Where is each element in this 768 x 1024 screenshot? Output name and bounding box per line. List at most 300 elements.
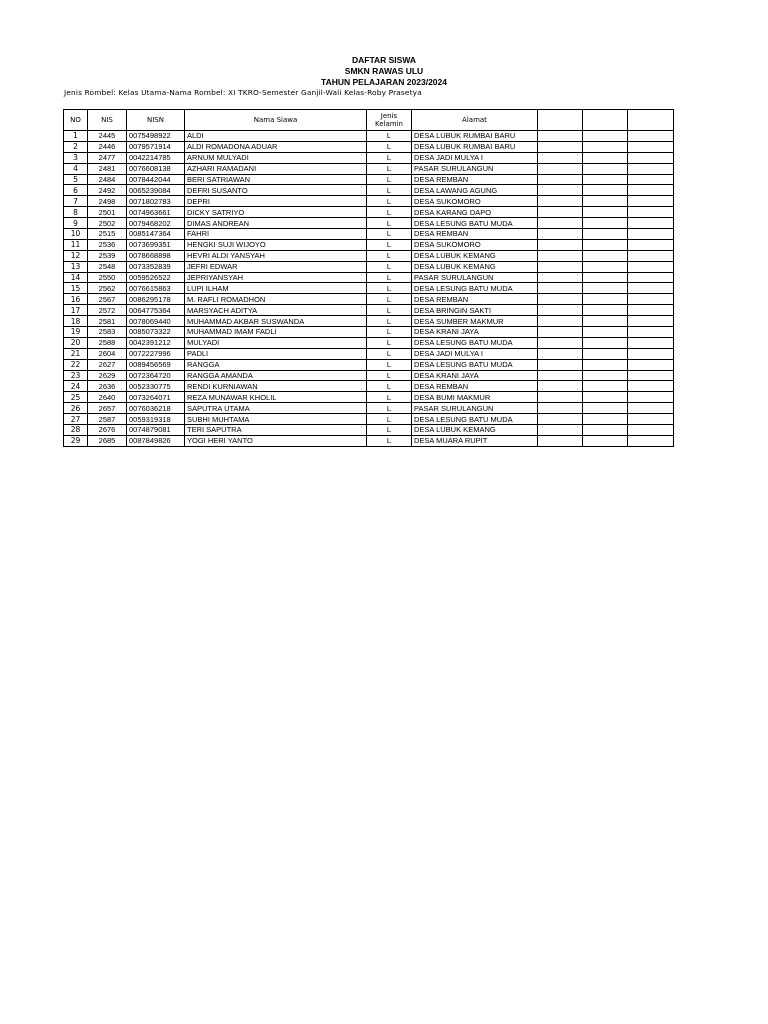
cell-empty bbox=[628, 174, 674, 185]
cell-nis: 2587 bbox=[88, 414, 127, 425]
cell-alamat: PASAR SURULANGUN bbox=[412, 163, 538, 174]
cell-nisn: 0079571914 bbox=[127, 141, 185, 152]
cell-empty bbox=[583, 239, 628, 250]
cell-nis: 2562 bbox=[88, 283, 127, 294]
cell-empty bbox=[583, 163, 628, 174]
cell-no: 15 bbox=[64, 283, 88, 294]
cell-empty bbox=[583, 131, 628, 142]
cell-empty bbox=[628, 163, 674, 174]
cell-no: 10 bbox=[64, 229, 88, 240]
table-header-row bbox=[64, 110, 674, 131]
cell-nis: 2492 bbox=[88, 185, 127, 196]
cell-alamat: DESA REMBAN bbox=[412, 381, 538, 392]
academic-year: TAHUN PELAJARAN 2023/2024 bbox=[321, 77, 447, 87]
cell-empty bbox=[538, 294, 583, 305]
cell-empty bbox=[538, 381, 583, 392]
table-row bbox=[64, 425, 674, 436]
cell-nisn: 0078668898 bbox=[127, 250, 185, 261]
cell-jenis-kelamin: L bbox=[367, 305, 412, 316]
cell-empty bbox=[583, 359, 628, 370]
table-row bbox=[64, 359, 674, 370]
cell-nama: SAPUTRA UTAMA bbox=[185, 403, 367, 414]
cell-alamat: DESA SUMBER MAKMUR bbox=[412, 316, 538, 327]
table-row bbox=[64, 229, 674, 240]
cell-jenis-kelamin: L bbox=[367, 141, 412, 152]
cell-empty bbox=[628, 131, 674, 142]
cell-no: 22 bbox=[64, 359, 88, 370]
cell-empty bbox=[628, 403, 674, 414]
cell-empty bbox=[538, 435, 583, 446]
cell-empty bbox=[583, 381, 628, 392]
cell-no: 5 bbox=[64, 174, 88, 185]
column-header-alamat: Alamat bbox=[412, 110, 538, 131]
school-name: SMKN RAWAS ULU bbox=[344, 66, 424, 76]
cell-jenis-kelamin: L bbox=[367, 337, 412, 348]
cell-nis: 2498 bbox=[88, 196, 127, 207]
table-row bbox=[64, 239, 674, 250]
cell-no: 7 bbox=[64, 196, 88, 207]
cell-nisn: 0059526522 bbox=[127, 272, 185, 283]
column-header-jk-line1: Jenis bbox=[380, 112, 398, 120]
table-row bbox=[64, 131, 674, 142]
cell-empty bbox=[628, 392, 674, 403]
column-header-jk-line2: Kelamin bbox=[375, 120, 403, 128]
cell-jenis-kelamin: L bbox=[367, 250, 412, 261]
cell-nisn: 0064775364 bbox=[127, 305, 185, 316]
cell-alamat: DESA LUBUK RUMBAI BARU bbox=[412, 131, 538, 142]
cell-nama: ALDI ROMADONA ADUAR bbox=[185, 141, 367, 152]
cell-nisn: 0073352839 bbox=[127, 261, 185, 272]
table-row bbox=[64, 316, 674, 327]
cell-empty bbox=[628, 327, 674, 338]
cell-nama: M. RAFLI ROMADHON bbox=[185, 294, 367, 305]
cell-jenis-kelamin: L bbox=[367, 218, 412, 229]
table-row bbox=[64, 218, 674, 229]
cell-nisn: 0078442044 bbox=[127, 174, 185, 185]
table-row bbox=[64, 305, 674, 316]
cell-nama: MARSYACH ADITYA bbox=[185, 305, 367, 316]
cell-empty bbox=[538, 425, 583, 436]
cell-nis: 2685 bbox=[88, 435, 127, 446]
cell-nisn: 0065239084 bbox=[127, 185, 185, 196]
cell-empty bbox=[583, 218, 628, 229]
column-header-nama: Nama Siawa bbox=[185, 110, 367, 131]
cell-alamat: DESA KRANI JAYA bbox=[412, 327, 538, 338]
cell-jenis-kelamin: L bbox=[367, 435, 412, 446]
cell-jenis-kelamin: L bbox=[367, 152, 412, 163]
cell-no: 16 bbox=[64, 294, 88, 305]
cell-no: 6 bbox=[64, 185, 88, 196]
cell-no: 24 bbox=[64, 381, 88, 392]
cell-empty bbox=[583, 392, 628, 403]
cell-jenis-kelamin: L bbox=[367, 425, 412, 436]
cell-nis: 2484 bbox=[88, 174, 127, 185]
cell-nama: YOGI HERI YANTO bbox=[185, 435, 367, 446]
cell-empty bbox=[583, 207, 628, 218]
cell-empty bbox=[628, 152, 674, 163]
cell-nis: 2640 bbox=[88, 392, 127, 403]
cell-nisn: 0059319318 bbox=[127, 414, 185, 425]
cell-empty bbox=[538, 305, 583, 316]
table-row bbox=[64, 283, 674, 294]
cell-nis: 2539 bbox=[88, 250, 127, 261]
cell-nama: MULYADI bbox=[185, 337, 367, 348]
student-table bbox=[63, 109, 674, 447]
cell-empty bbox=[583, 435, 628, 446]
table-row bbox=[64, 348, 674, 359]
column-header-extra bbox=[583, 110, 628, 131]
cell-nisn: 0079468202 bbox=[127, 218, 185, 229]
cell-empty bbox=[628, 196, 674, 207]
table-row bbox=[64, 250, 674, 261]
document-title: DAFTAR SISWA bbox=[351, 55, 417, 65]
cell-jenis-kelamin: L bbox=[367, 327, 412, 338]
cell-nis: 2588 bbox=[88, 337, 127, 348]
cell-empty bbox=[538, 283, 583, 294]
cell-nama: TERI SAPUTRA bbox=[185, 425, 367, 436]
cell-empty bbox=[583, 174, 628, 185]
cell-jenis-kelamin: L bbox=[367, 272, 412, 283]
cell-nis: 2583 bbox=[88, 327, 127, 338]
table-row bbox=[64, 141, 674, 152]
cell-alamat: DESA LESUNG BATU MUDA bbox=[412, 337, 538, 348]
cell-nama: LUPI ILHAM bbox=[185, 283, 367, 294]
cell-empty bbox=[538, 131, 583, 142]
table-row bbox=[64, 185, 674, 196]
cell-no: 23 bbox=[64, 370, 88, 381]
cell-nisn: 0042214785 bbox=[127, 152, 185, 163]
cell-nama: JEFRI EDWAR bbox=[185, 261, 367, 272]
cell-empty bbox=[628, 250, 674, 261]
cell-nis: 2581 bbox=[88, 316, 127, 327]
cell-empty bbox=[583, 152, 628, 163]
cell-empty bbox=[538, 218, 583, 229]
cell-empty bbox=[538, 141, 583, 152]
cell-no: 8 bbox=[64, 207, 88, 218]
cell-nisn: 0071802783 bbox=[127, 196, 185, 207]
cell-empty bbox=[628, 141, 674, 152]
cell-empty bbox=[628, 261, 674, 272]
cell-nisn: 0076615863 bbox=[127, 283, 185, 294]
cell-jenis-kelamin: L bbox=[367, 359, 412, 370]
cell-empty bbox=[538, 370, 583, 381]
cell-nis: 2636 bbox=[88, 381, 127, 392]
cell-nama: AZHARI RAMADANI bbox=[185, 163, 367, 174]
cell-empty bbox=[583, 425, 628, 436]
cell-nisn: 0076608138 bbox=[127, 163, 185, 174]
cell-nisn: 0085147364 bbox=[127, 229, 185, 240]
cell-jenis-kelamin: L bbox=[367, 239, 412, 250]
cell-empty bbox=[583, 229, 628, 240]
cell-no: 3 bbox=[64, 152, 88, 163]
cell-empty bbox=[583, 185, 628, 196]
cell-jenis-kelamin: L bbox=[367, 229, 412, 240]
cell-empty bbox=[583, 414, 628, 425]
cell-empty bbox=[583, 327, 628, 338]
cell-empty bbox=[538, 174, 583, 185]
cell-nama: SUBHI MUHTAMA bbox=[185, 414, 367, 425]
table-row bbox=[64, 370, 674, 381]
table-row bbox=[64, 207, 674, 218]
cell-empty bbox=[583, 250, 628, 261]
cell-no: 26 bbox=[64, 403, 88, 414]
cell-alamat: DESA BUMI MAKMUR bbox=[412, 392, 538, 403]
cell-nama: ARNUM MULYADI bbox=[185, 152, 367, 163]
cell-empty bbox=[628, 207, 674, 218]
cell-alamat: DESA SUKOMORO bbox=[412, 196, 538, 207]
table-row bbox=[64, 174, 674, 185]
table-row bbox=[64, 381, 674, 392]
cell-jenis-kelamin: L bbox=[367, 316, 412, 327]
cell-alamat: DESA LAWANG AGUNG bbox=[412, 185, 538, 196]
cell-nama: DIMAS ANDREAN bbox=[185, 218, 367, 229]
cell-nis: 2572 bbox=[88, 305, 127, 316]
cell-nisn: 0086295178 bbox=[127, 294, 185, 305]
cell-jenis-kelamin: L bbox=[367, 414, 412, 425]
cell-alamat: DESA REMBAN bbox=[412, 294, 538, 305]
cell-empty bbox=[628, 218, 674, 229]
document-header bbox=[0, 55, 768, 88]
cell-nisn: 0073264071 bbox=[127, 392, 185, 403]
cell-nama: DEFRI SUSANTO bbox=[185, 185, 367, 196]
cell-alamat: DESA REMBAN bbox=[412, 229, 538, 240]
cell-alamat: DESA LESUNG BATU MUDA bbox=[412, 359, 538, 370]
cell-alamat: DESA LUBUK KEMANG bbox=[412, 425, 538, 436]
cell-alamat: DESA JADI MULYA I bbox=[412, 348, 538, 359]
cell-jenis-kelamin: L bbox=[367, 207, 412, 218]
column-header-no: NO bbox=[64, 110, 88, 131]
cell-empty bbox=[538, 316, 583, 327]
cell-jenis-kelamin: L bbox=[367, 196, 412, 207]
cell-no: 17 bbox=[64, 305, 88, 316]
cell-jenis-kelamin: L bbox=[367, 174, 412, 185]
cell-nisn: 0072364720 bbox=[127, 370, 185, 381]
cell-empty bbox=[583, 294, 628, 305]
cell-nisn: 0072227996 bbox=[127, 348, 185, 359]
table-row bbox=[64, 327, 674, 338]
cell-nama: RANGGA bbox=[185, 359, 367, 370]
cell-alamat: DESA LESUNG BATU MUDA bbox=[412, 283, 538, 294]
table-row bbox=[64, 435, 674, 446]
cell-no: 4 bbox=[64, 163, 88, 174]
cell-empty bbox=[583, 196, 628, 207]
cell-nisn: 0073699351 bbox=[127, 239, 185, 250]
table-row bbox=[64, 337, 674, 348]
cell-nama: MUHAMMAD IMAM FADLI bbox=[185, 327, 367, 338]
table-row bbox=[64, 261, 674, 272]
table-row bbox=[64, 392, 674, 403]
cell-empty bbox=[538, 348, 583, 359]
cell-alamat: DESA REMBAN bbox=[412, 174, 538, 185]
cell-nama: FAHRI bbox=[185, 229, 367, 240]
cell-empty bbox=[583, 403, 628, 414]
cell-nisn: 0074963661 bbox=[127, 207, 185, 218]
table-row bbox=[64, 163, 674, 174]
cell-nis: 2604 bbox=[88, 348, 127, 359]
cell-empty bbox=[628, 229, 674, 240]
cell-jenis-kelamin: L bbox=[367, 294, 412, 305]
cell-empty bbox=[583, 141, 628, 152]
cell-jenis-kelamin: L bbox=[367, 392, 412, 403]
cell-empty bbox=[538, 229, 583, 240]
cell-nisn: 0087849826 bbox=[127, 435, 185, 446]
cell-nis: 2481 bbox=[88, 163, 127, 174]
cell-nama: PADLI bbox=[185, 348, 367, 359]
cell-empty bbox=[628, 239, 674, 250]
cell-no: 18 bbox=[64, 316, 88, 327]
cell-empty bbox=[628, 305, 674, 316]
cell-alamat: DESA BRINGIN SAKTI bbox=[412, 305, 538, 316]
cell-nama: BERI SATRIAWAN bbox=[185, 174, 367, 185]
cell-empty bbox=[538, 261, 583, 272]
cell-empty bbox=[538, 207, 583, 218]
cell-nisn: 0052330775 bbox=[127, 381, 185, 392]
cell-empty bbox=[583, 316, 628, 327]
cell-empty bbox=[628, 185, 674, 196]
cell-nis: 2629 bbox=[88, 370, 127, 381]
cell-nama: DEPRI bbox=[185, 196, 367, 207]
table-row bbox=[64, 196, 674, 207]
table-row bbox=[64, 403, 674, 414]
table-row bbox=[64, 272, 674, 283]
cell-no: 14 bbox=[64, 272, 88, 283]
cell-nisn: 0078069440 bbox=[127, 316, 185, 327]
cell-empty bbox=[628, 370, 674, 381]
cell-no: 28 bbox=[64, 425, 88, 436]
cell-no: 2 bbox=[64, 141, 88, 152]
cell-empty bbox=[628, 283, 674, 294]
cell-alamat: DESA LUBUK KEMANG bbox=[412, 250, 538, 261]
column-header-extra bbox=[628, 110, 674, 131]
cell-alamat: DESA LUBUK KEMANG bbox=[412, 261, 538, 272]
cell-empty bbox=[628, 272, 674, 283]
cell-nis: 2657 bbox=[88, 403, 127, 414]
cell-empty bbox=[628, 381, 674, 392]
cell-empty bbox=[583, 348, 628, 359]
cell-nama: DICKY SATRIYO bbox=[185, 207, 367, 218]
cell-empty bbox=[583, 283, 628, 294]
cell-no: 11 bbox=[64, 239, 88, 250]
cell-nisn: 0042391212 bbox=[127, 337, 185, 348]
cell-nisn: 0074879081 bbox=[127, 425, 185, 436]
cell-no: 29 bbox=[64, 435, 88, 446]
cell-nisn: 0076036218 bbox=[127, 403, 185, 414]
cell-empty bbox=[628, 348, 674, 359]
column-header-nis: NIS bbox=[88, 110, 127, 131]
cell-empty bbox=[538, 152, 583, 163]
cell-alamat: DESA KARANG DAPO bbox=[412, 207, 538, 218]
cell-nama: HENGKI SUJI WIJOYO bbox=[185, 239, 367, 250]
cell-nis: 2446 bbox=[88, 141, 127, 152]
cell-nama: MUHAMMAD AKBAR SUSWANDA bbox=[185, 316, 367, 327]
cell-no: 13 bbox=[64, 261, 88, 272]
cell-nis: 2445 bbox=[88, 131, 127, 142]
cell-nis: 2676 bbox=[88, 425, 127, 436]
cell-nama: ALDI bbox=[185, 131, 367, 142]
cell-nis: 2501 bbox=[88, 207, 127, 218]
cell-jenis-kelamin: L bbox=[367, 163, 412, 174]
cell-jenis-kelamin: L bbox=[367, 348, 412, 359]
cell-empty bbox=[583, 370, 628, 381]
cell-no: 25 bbox=[64, 392, 88, 403]
cell-empty bbox=[628, 425, 674, 436]
cell-nama: REZA MUNAWAR KHOLIL bbox=[185, 392, 367, 403]
cell-nama: RENDI KURNIAWAN bbox=[185, 381, 367, 392]
cell-nisn: 0075498922 bbox=[127, 131, 185, 142]
cell-no: 9 bbox=[64, 218, 88, 229]
cell-empty bbox=[538, 196, 583, 207]
column-header-extra bbox=[538, 110, 583, 131]
table-row bbox=[64, 294, 674, 305]
cell-alamat: DESA JADI MULYA I bbox=[412, 152, 538, 163]
cell-empty bbox=[538, 185, 583, 196]
cell-alamat: DESA MUARA RUPIT bbox=[412, 435, 538, 446]
cell-jenis-kelamin: L bbox=[367, 403, 412, 414]
cell-nis: 2567 bbox=[88, 294, 127, 305]
cell-empty bbox=[538, 414, 583, 425]
cell-empty bbox=[538, 163, 583, 174]
cell-empty bbox=[628, 359, 674, 370]
cell-alamat: DESA LUBUK RUMBAI BARU bbox=[412, 141, 538, 152]
cell-empty bbox=[628, 316, 674, 327]
table-row bbox=[64, 152, 674, 163]
cell-jenis-kelamin: L bbox=[367, 261, 412, 272]
cell-nisn: 0089456569 bbox=[127, 359, 185, 370]
cell-nis: 2515 bbox=[88, 229, 127, 240]
cell-empty bbox=[583, 337, 628, 348]
cell-empty bbox=[628, 337, 674, 348]
cell-nis: 2627 bbox=[88, 359, 127, 370]
column-header-nisn: NISN bbox=[127, 110, 185, 131]
cell-nis: 2477 bbox=[88, 152, 127, 163]
cell-alamat: PASAR SURULANGUN bbox=[412, 272, 538, 283]
cell-empty bbox=[628, 435, 674, 446]
table-row bbox=[64, 414, 674, 425]
cell-empty bbox=[628, 414, 674, 425]
cell-no: 27 bbox=[64, 414, 88, 425]
cell-nis: 2536 bbox=[88, 239, 127, 250]
cell-jenis-kelamin: L bbox=[367, 185, 412, 196]
cell-alamat: PASAR SURULANGUN bbox=[412, 403, 538, 414]
rombel-info: Jenis Rombel: Kelas Utama-Nama Rombel: XI TKRO-Semester Ganjil-Wali Kelas-Roby Prasetya bbox=[64, 88, 422, 97]
cell-alamat: DESA KRANI JAYA bbox=[412, 370, 538, 381]
cell-nama: RANGGA AMANDA bbox=[185, 370, 367, 381]
cell-empty bbox=[583, 305, 628, 316]
cell-nama: JEPRIYANSYAH bbox=[185, 272, 367, 283]
cell-empty bbox=[538, 250, 583, 261]
cell-jenis-kelamin: L bbox=[367, 381, 412, 392]
cell-empty bbox=[583, 261, 628, 272]
cell-no: 21 bbox=[64, 348, 88, 359]
cell-alamat: DESA LESUNG BATU MUDA bbox=[412, 218, 538, 229]
cell-no: 12 bbox=[64, 250, 88, 261]
cell-jenis-kelamin: L bbox=[367, 370, 412, 381]
cell-no: 20 bbox=[64, 337, 88, 348]
cell-empty bbox=[538, 272, 583, 283]
cell-empty bbox=[538, 392, 583, 403]
cell-no: 19 bbox=[64, 327, 88, 338]
cell-empty bbox=[538, 327, 583, 338]
cell-alamat: DESA SUKOMORO bbox=[412, 239, 538, 250]
cell-jenis-kelamin: L bbox=[367, 283, 412, 294]
cell-empty bbox=[538, 337, 583, 348]
cell-no: 1 bbox=[64, 131, 88, 142]
cell-empty bbox=[538, 239, 583, 250]
cell-alamat: DESA LESUNG BATU MUDA bbox=[412, 414, 538, 425]
cell-empty bbox=[583, 272, 628, 283]
table-body bbox=[64, 131, 674, 447]
cell-nis: 2548 bbox=[88, 261, 127, 272]
